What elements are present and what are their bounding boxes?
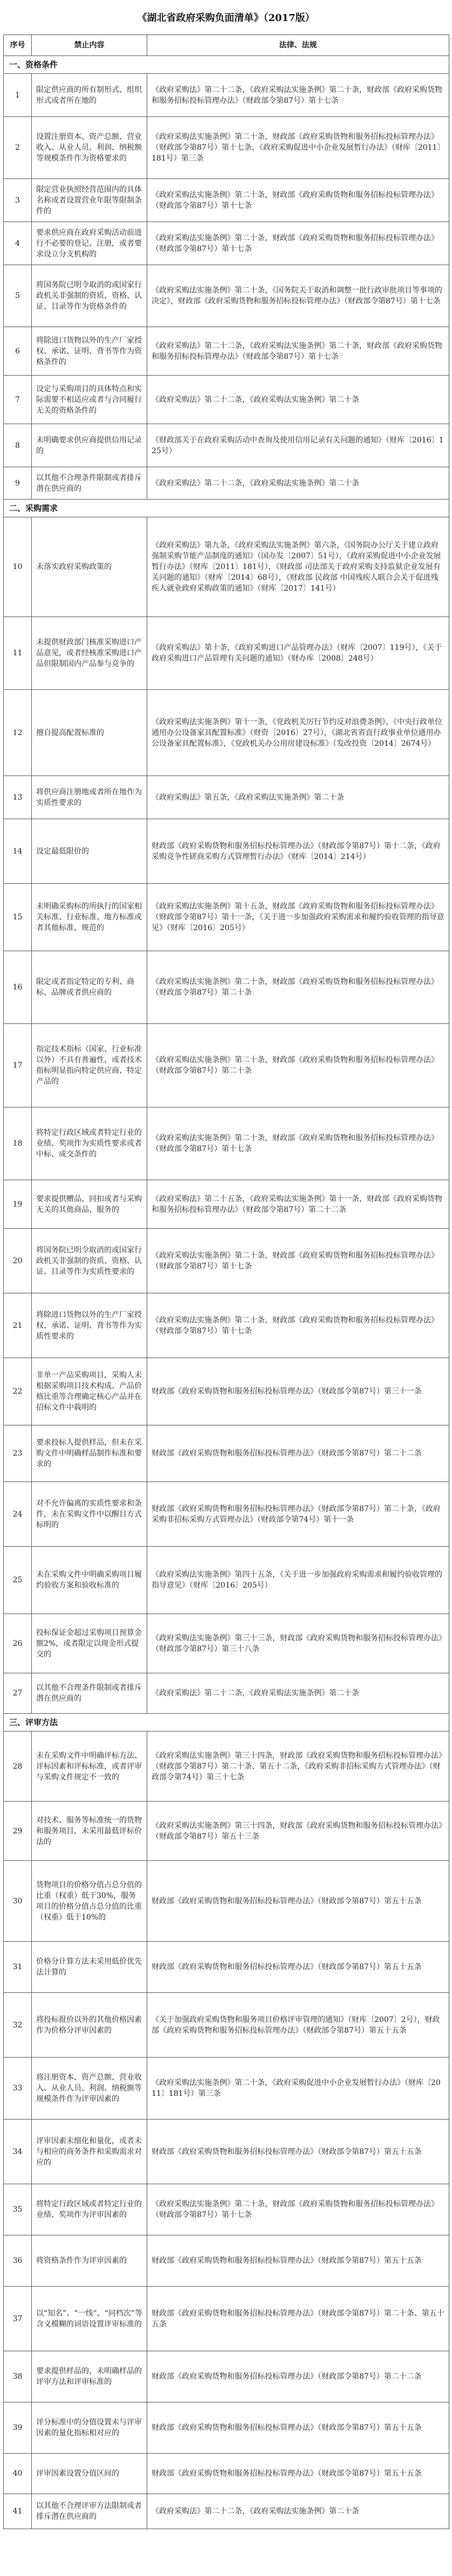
row-number: 33	[4, 2058, 32, 2120]
table-row	[4, 2494, 449, 2529]
legal-basis: 《政府采购法》第二十二条，《政府采购法实施条例》第二十条	[147, 467, 449, 500]
table-row	[4, 179, 449, 222]
row-number: 13	[4, 776, 32, 819]
table-row	[4, 1358, 449, 1425]
legal-basis: 《政府采购法实施条例》第三十三条，财政部《政府采购货物和服务招标投标管理办法》（财政部令第87号）第三十八条	[147, 1614, 449, 1673]
table-row	[4, 424, 449, 467]
prohibited-content: 设定最低限价的	[32, 819, 147, 884]
table-row	[4, 617, 449, 690]
legal-basis: 《政府采购法实施条例》第二十条，财政部《政府采购货物和服务招标投标管理办法》（财政部令第87号）第十七条	[147, 179, 449, 222]
legal-basis: 财政部《政府采购货物和服务招标投标管理办法》（财政部令第87号）第三十一条	[147, 1358, 449, 1425]
prohibited-content: 限定或者指定特定的专利、商标、品牌或者供应商的	[32, 951, 147, 1024]
prohibited-content: 限定供应商的所有制形式、组织形式或者所在地的	[32, 74, 147, 117]
table-row	[4, 1293, 449, 1358]
prohibited-content: 将除进口货物以外的生产厂家授权、承诺、证明、背书等作为资格条件的	[32, 327, 147, 376]
legal-basis: 《政府采购法》第二十二条，《政府采购法实施条例》第二十条，财政部《政府采购货物和服务招标投标管理办法》（财政部令第87号）第十七条	[147, 74, 449, 117]
legal-basis: 《政府采购法》第二十二条，《政府采购法实施条例》第二十条	[147, 376, 449, 424]
row-number: 18	[4, 1107, 32, 1180]
row-number: 14	[4, 819, 32, 884]
prohibited-content: 评审因素未细化和量化，或者未与相应的商务条件和采购需求对应的	[32, 2120, 147, 2184]
row-number: 19	[4, 1180, 32, 1229]
legal-basis: 《政府采购法实施条例》第二十条，财政部《政府采购货物和服务招标投标管理办法》（财政部令第87号）第十七条	[147, 222, 449, 265]
row-number: 34	[4, 2120, 32, 2184]
legal-basis: 《政府采购法》第十条，《政府采购进口产品管理办法》（财库〔2007〕119号），《关于政府采购进口产品管理有关问题的通知》（财办库〔2008〕248号）	[147, 617, 449, 690]
table-row	[4, 74, 449, 117]
table-row	[4, 1942, 449, 1993]
prohibited-content: 擅自提高配置标准的	[32, 690, 147, 776]
section-row	[4, 56, 449, 74]
legal-basis: 《政府采购法实施条例》第十一条，《党政机关厉行节约反对浪费条例》，《中央行政单位通用办公设备家具配置标准》（财资〔2016〕27号），《湖北省省直行政事业单位通用办公设备家具配置标准》，《党政机关办公用房建设标准》（发改投资〔2014〕2674号）	[147, 690, 449, 776]
row-number: 35	[4, 2184, 32, 2235]
row-number: 27	[4, 1673, 32, 1714]
legal-basis: 财政部《政府采购货物和服务招标投标管理办法》（财政部令第87号）第五十五条	[147, 2402, 449, 2454]
prohibited-content: 将特定行政区域或者特定行业的业绩、奖项作为实质性要求或者中标、成交条件的	[32, 1107, 147, 1180]
prohibited-content: 限定营业执照经营范围内的具体名称或者设置营业年限等限制条件的	[32, 179, 147, 222]
table-row	[4, 1673, 449, 1714]
prohibited-content: 要求提供样品的，未明确样品的评审方法和评审标准的	[32, 2351, 147, 2402]
prohibited-content: 要求投标人提供样品，但未在采购文件中明确样品制作标准和要求的	[32, 1425, 147, 1482]
table-row	[4, 2120, 449, 2184]
prohibited-content: 要求供应商在政府采购活动前进行不必要的登记、注册，或者要求设立分支机构的	[32, 222, 147, 265]
table-row	[4, 884, 449, 951]
table-row	[4, 1229, 449, 1293]
prohibited-content: 未在采购文件中明确采购项目履约验收方案和验收标准的	[32, 1547, 147, 1614]
legal-basis: 《政府采购法实施条例》第二十条，《国务院关于取消和调整一批行政审批项目等事项的决定》，财政部《政府采购货物和服务招标投标管理办法》（财政部令第87号）第十七条	[147, 265, 449, 327]
legal-basis: 《政府采购法实施条例》第二十条，《政府采购促进中小企业发展暂行办法》（财库〔2011〕181号）第三条	[147, 2058, 449, 2120]
table-row	[4, 117, 449, 179]
legal-basis: 财政部《政府采购货物和服务招标投标管理办法》（财政部令第87号）第五十五条	[147, 1942, 449, 1993]
prohibited-content: 以其他不合理条件限制或者排斥潜在供应商的	[32, 467, 147, 500]
section-heading: 一、资格条件	[4, 56, 449, 74]
prohibited-content: 未在采购文件中明确评标方法、评标因素和评标标准，或者评审与采购文件规定不一致的	[32, 1732, 147, 1802]
legal-basis: 《政府采购法实施条例》第二十条，财政部《政府采购货物和服务招标投标管理办法》（财政部令第87号）第二十条	[147, 951, 449, 1024]
legal-basis: 财政部《政府采购货物和服务招标投标管理办法》（财政部令第87号）第五十五条	[147, 2454, 449, 2494]
row-number: 39	[4, 2402, 32, 2454]
legal-basis: 《政府采购法》第五条，《政府采购法实施条例》第二十条	[147, 776, 449, 819]
row-number: 32	[4, 1993, 32, 2058]
prohibited-content: 评审因素设置分值区间的	[32, 2454, 147, 2494]
row-number: 20	[4, 1229, 32, 1293]
legal-basis: 《政府采购法实施条例》第十五条，财政部《政府采购货物和服务招标投标管理办法》（财政部令第87号）第十一条，《关于进一步加强政府采购需求和履约验收管理的指导意见》（财库〔2016〕205号）	[147, 884, 449, 951]
legal-basis: 《财政部关于在政府采购活动中查询及使用信用记录有关问题的通知》（财库〔2016〕125号）	[147, 424, 449, 467]
row-number: 5	[4, 265, 32, 327]
row-number: 15	[4, 884, 32, 951]
row-number: 40	[4, 2454, 32, 2494]
prohibited-content: 货物项目的价格分值占总分值的比重（权重）低于30%，服务项目的价格分值占总分值的比重（权重）低于10%的	[32, 1861, 147, 1942]
row-number: 31	[4, 1942, 32, 1993]
legal-basis: 《政府采购法》第二十二条，《政府采购法实施条例》第二十条	[147, 2494, 449, 2529]
section-row	[4, 1714, 449, 1732]
prohibited-content: 价格分计算方法未采用低价优先法计算的	[32, 1942, 147, 1993]
legal-basis: 《政府采购法实施条例》第二十条，财政部《政府采购货物和服务招标投标管理办法》（财政部令第87号）第十七条	[147, 2184, 449, 2235]
list-body	[4, 56, 449, 2529]
legal-basis: 《政府采购法实施条例》第四十五条，《关于进一步加强政府采购需求和履约验收管理的指导意见》（财库〔2016〕205号）	[147, 1547, 449, 1614]
table-row	[4, 2351, 449, 2402]
row-number: 11	[4, 617, 32, 690]
prohibited-content: 未提供财政部门核准采购进口产品意见，或者经核准采购进口产品但限制国内产品参与竞争的	[32, 617, 147, 690]
row-number: 37	[4, 2287, 32, 2351]
prohibited-content: 将资格条件作为评审因素的	[32, 2235, 147, 2287]
row-number: 2	[4, 117, 32, 179]
negative-list-table	[3, 34, 449, 2529]
table-row	[4, 327, 449, 376]
table-row	[4, 2235, 449, 2287]
prohibited-content: 评分标准中的分值设置未与评审因素的量化指标相对应的	[32, 2402, 147, 2454]
legal-basis: 财政部《政府采购货物和服务招标投标管理办法》（财政部令第87号）第五十五条	[147, 1861, 449, 1942]
table-row	[4, 222, 449, 265]
legal-basis: 财政部《政府采购货物和服务招标投标管理办法》（财政部令第87号）第二十条，《政府采购非招标采购方式管理办法》（财政部令第74号）第十一条	[147, 1482, 449, 1547]
table-row	[4, 2184, 449, 2235]
table-row	[4, 1802, 449, 1861]
prohibited-content: 将国务院已明令取消的或国家行政机关非强制的资质、资格、认证、目录等作为实质性要求的	[32, 1229, 147, 1293]
row-number: 24	[4, 1482, 32, 1547]
section-heading: 三、评审方法	[4, 1714, 449, 1732]
prohibited-content: 指定技术指标（国家、行业标准以外）不具有普遍性，或者技术指标明显指向特定供应商、特定产品的	[32, 1024, 147, 1107]
table-row	[4, 2454, 449, 2494]
row-number: 23	[4, 1425, 32, 1482]
prohibited-content: 未明确要求供应商提供信用记录的	[32, 424, 147, 467]
prohibited-content: 对技术、服务等标准统一的货物和服务项目，未采用最低评标价法的	[32, 1802, 147, 1861]
row-number: 7	[4, 376, 32, 424]
row-number: 10	[4, 517, 32, 617]
legal-basis: 《政府采购法》第二十二条，《政府采购法实施条例》第二十条，财政部《政府采购货物和服务招标投标管理办法》（财政部令第87号）第十七条	[147, 327, 449, 376]
row-number: 9	[4, 467, 32, 500]
row-number: 36	[4, 2235, 32, 2287]
legal-basis: 财政部《政府采购货物和服务招标投标管理办法》（财政部令第87号）第五十五条	[147, 2235, 449, 2287]
row-number: 3	[4, 179, 32, 222]
prohibited-content: 将投标报价以外的其他价格因素作为价格分评审因素的	[32, 1993, 147, 2058]
legal-basis: 《政府采购法实施条例》第二十条，财政部《政府采购货物和服务招标投标管理办法》（财政部令第87号）第十七条	[147, 1107, 449, 1180]
legal-basis: 《政府采购法实施条例》第三十四条，财政部《政府采购货物和服务招标投标管理办法》（财政部令第87号）第五十三条	[147, 1802, 449, 1861]
row-number: 38	[4, 2351, 32, 2402]
header-prohibited-content: 禁止内容	[32, 35, 147, 56]
table-row	[4, 690, 449, 776]
legal-basis: 《政府采购法实施条例》第二十条，财政部《政府采购货物和服务招标投标管理办法》（财政部令第87号）第十七条	[147, 1229, 449, 1293]
table-row	[4, 819, 449, 884]
table-row	[4, 265, 449, 327]
legal-basis: 财政部《政府采购货物和服务招标投标管理办法》（财政部令第87号）第二十二条	[147, 2351, 449, 2402]
table-row	[4, 1425, 449, 1482]
table-row	[4, 467, 449, 500]
prohibited-content: 以其他不合理条件限制或者排斥潜在供应商的	[32, 1673, 147, 1714]
legal-basis: 《关于加强政府采购货物和服务项目价格评审管理的通知》（财库〔2007〕2号），财政部《政府采购货物和服务招标投标管理办法》（财政部令第87号）第五十五条	[147, 1993, 449, 2058]
row-number: 30	[4, 1861, 32, 1942]
table-row	[4, 2402, 449, 2454]
row-number: 21	[4, 1293, 32, 1358]
prohibited-content: 将国务院已明令取消的或国家行政机关非强制的资质、资格、认证、目录等作为资格条件的	[32, 265, 147, 327]
prohibited-content: 对不允许偏离的实质性要求和条件，未在采购文件中以醒目方式标明的	[32, 1482, 147, 1547]
legal-basis: 《政府采购法实施条例》第三十四条，财政部《政府采购货物和服务招标投标管理办法》（财政部令第87号）第二十条、第五十二条，《政府采购非招标采购方式管理办法》（财政部令第74号）第三十七条	[147, 1732, 449, 1802]
legal-basis: 《政府采购法》第九条，《政府采购法实施条例》第六条，《国务院办公厅关于建立政府强制采购节能产品制度的通知》（国办发〔2007〕51号），《政府采购促进中小企业发展暂行办法》（财库〔2011〕181号），《财政部 司法部关于政府采购支持监狱企业发展有关问题的通知》（财库〔2014〕68号），《财政部 民政部 中国残疾人联合会关于促进残疾人就业政府采购政策的通知》（财库〔2017〕141号）	[147, 517, 449, 617]
table-row	[4, 517, 449, 617]
table-row	[4, 2287, 449, 2351]
row-number: 26	[4, 1614, 32, 1673]
row-number: 12	[4, 690, 32, 776]
legal-basis: 《政府采购法实施条例》第二十条，财政部《政府采购货物和服务招标投标管理办法》（财政部令第87号）第二十条	[147, 1024, 449, 1107]
legal-basis: 财政部《政府采购货物和服务招标投标管理办法》（财政部令第87号）第五十五条	[147, 2120, 449, 2184]
prohibited-content: 设置注册资本、资产总额、营业收入、从业人员、利润、纳税额等规模条件作为资格要求的	[32, 117, 147, 179]
table-row	[4, 776, 449, 819]
row-number: 6	[4, 327, 32, 376]
prohibited-content: 投标保证金超过采购项目预算金额2%，或者限定以现金形式提交的	[32, 1614, 147, 1673]
table-row	[4, 1732, 449, 1802]
table-row	[4, 1614, 449, 1673]
prohibited-content: 将除进口货物以外的生产厂家授权、承诺、证明、背书等作为实质性要求的	[32, 1293, 147, 1358]
prohibited-content: 将供应商注册地或者所在地作为实质性要求的	[32, 776, 147, 819]
header-number: 序号	[4, 35, 32, 56]
section-row	[4, 500, 449, 517]
prohibited-content: 非单一产品采购项目，采购人未根据采购项目技术构成、产品价格比重等合理确定核心产品并在招标文件中载明的	[32, 1358, 147, 1425]
prohibited-content: 要求提供赠品、回扣或者与采购无关的其他商品、服务的	[32, 1180, 147, 1229]
table-row	[4, 951, 449, 1024]
table-row	[4, 1547, 449, 1614]
legal-basis: 财政部《政府采购货物和服务招标投标管理办法》（财政部令第87号）第二十条、第五十五条	[147, 2287, 449, 2351]
row-number: 8	[4, 424, 32, 467]
legal-basis: 财政部《政府采购货物和服务招标投标管理办法》（财政部令第87号）第十二条，《政府采购竞争性磋商采购方式管理暂行办法》（财库〔2014〕214号）	[147, 819, 449, 884]
row-number: 41	[4, 2494, 32, 2529]
table-row	[4, 2058, 449, 2120]
document-title: 《湖北省政府采购负面清单》（2017版）	[137, 12, 315, 24]
row-number: 4	[4, 222, 32, 265]
table-row	[4, 1993, 449, 2058]
prohibited-content: 以“知名”、“一线”、“同档次”等含义模糊的词语设置评审标准的	[32, 2287, 147, 2351]
header-legal-basis: 法律、法规	[147, 35, 449, 56]
table-row	[4, 1482, 449, 1547]
legal-basis: 《政府采购法实施条例》第二十条，财政部《政府采购货物和服务招标投标管理办法》（财政部令第87号）第十七条	[147, 1293, 449, 1358]
prohibited-content: 设定与采购项目的具体特点和实际需要不相适应或者与合同履行无关的资格条件的	[32, 376, 147, 424]
header-row	[4, 35, 449, 56]
row-number: 28	[4, 1732, 32, 1802]
table-row	[4, 1180, 449, 1229]
table-row	[4, 1861, 449, 1942]
table-row	[4, 1024, 449, 1107]
table-row	[4, 376, 449, 424]
legal-basis: 财政部《政府采购货物和服务招标投标管理办法》（财政部令第87号）第二十二条	[147, 1425, 449, 1482]
row-number: 29	[4, 1802, 32, 1861]
prohibited-content: 将注册资本、资产总额、营业收入、从业人员、利润、纳税额等规模条件作为评审因素的	[32, 2058, 147, 2120]
prohibited-content: 未落实政府采购政策的	[32, 517, 147, 617]
prohibited-content: 将特定行政区域或者特定行业的业绩、奖项作为评审因素的	[32, 2184, 147, 2235]
prohibited-content: 以其他不合理评审方法限制或者排斥潜在供应商的	[32, 2494, 147, 2529]
row-number: 25	[4, 1547, 32, 1614]
section-heading: 二、采购需求	[4, 500, 449, 517]
row-number: 17	[4, 1024, 32, 1107]
legal-basis: 《政府采购法》第二十二条，《政府采购法实施条例》第二十条	[147, 1673, 449, 1714]
legal-basis: 《政府采购法》第二十五条，《政府采购法实施条例》第十一条，财政部《政府采购货物和服务招标投标管理办法》（财政部令第87号）第二十二条	[147, 1180, 449, 1229]
legal-basis: 《政府采购法实施条例》第二十条，财政部《政府采购货物和服务招标投标管理办法》（财政部令第87号）第十七条，《政府采购促进中小企业发展暂行办法》（财库〔2011〕181号）第三条	[147, 117, 449, 179]
prohibited-content: 未明确采购标的所执行的国家相关标准、行业标准、地方标准或者其他标准、规范的	[32, 884, 147, 951]
row-number: 1	[4, 74, 32, 117]
row-number: 22	[4, 1358, 32, 1425]
table-row	[4, 1107, 449, 1180]
row-number: 16	[4, 951, 32, 1024]
